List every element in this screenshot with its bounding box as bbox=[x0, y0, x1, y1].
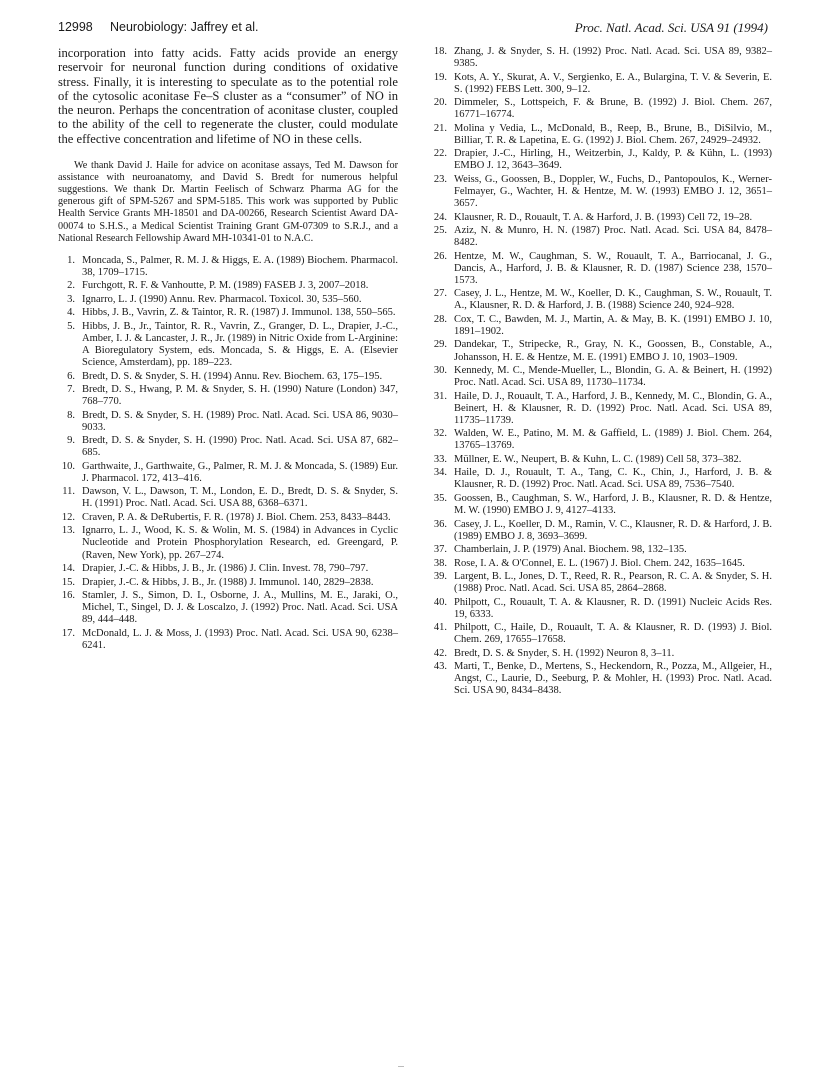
reference-item bbox=[58, 563, 398, 575]
reference-text: McDonald, L. J. & Moss, J. (1993) Proc. Natl. Acad. Sci. USA 90, 6238–6241. bbox=[82, 627, 398, 651]
reference-number: 28. bbox=[433, 313, 447, 325]
reference-number: 34. bbox=[433, 467, 447, 479]
reference-number: 30. bbox=[433, 365, 447, 377]
reference-item bbox=[430, 648, 772, 660]
reference-item bbox=[430, 622, 772, 646]
reference-number: 8. bbox=[67, 409, 75, 421]
reference-item bbox=[430, 123, 772, 147]
reference-number: 42. bbox=[433, 647, 447, 659]
reference-text: Ignarro, L. J. (1990) Annu. Rev. Pharmacol. Toxicol. 30, 535–560. bbox=[82, 293, 362, 305]
reference-item bbox=[430, 493, 772, 517]
reference-item bbox=[58, 525, 398, 561]
reference-number: 36. bbox=[433, 518, 447, 530]
reference-text: Drapier, J.-C. & Hibbs, J. B., Jr. (1986) J. Clin. Invest. 78, 790–797. bbox=[82, 563, 369, 575]
reference-item bbox=[430, 454, 772, 466]
reference-text: Stamler, J. S., Simon, D. I., Osborne, J. A., Mullins, M. E., Jaraki, O., Michel, T., Singel, D. J. & Loscalzo, J. (1992) Proc. Natl. Acad. Sci. USA 89, 444–448. bbox=[82, 590, 398, 626]
acknowledgment: We thank David J. Haile for advice on aconitase assays, Ted M. Dawson for assistance with neuroanatomy, and David S. Bredt for numerous helpful suggestions. We thank Dr. Martin Feelisch of Schwarz Pharma AG for the generous gift of SPM-5267 and SPM-5185. This work was supported by Public Health Service Grants MH-18501 and DA-00266, Research Scientist Award DA-00074 to S.H.S., a Medical Scientist Training Grant GM-07309 to S.R.J., and a National Research Fellowship Award MH-10341-01 to N.A.C. bbox=[58, 160, 398, 244]
reference-text: Bredt, D. S., Hwang, P. M. & Snyder, S. H. (1990) Nature (London) 347, 768–770. bbox=[82, 384, 398, 408]
reference-item bbox=[58, 384, 398, 408]
reference-text: Molina y Vedia, L., McDonald, B., Reep, B., Brune, B., DiSilvio, M., Billiar, T. R. & Lapetina, E. G. (1992) J. Biol. Chem. 267, 24929–24932. bbox=[454, 122, 772, 146]
reference-item bbox=[58, 280, 398, 292]
reference-item bbox=[430, 97, 772, 121]
reference-item bbox=[58, 512, 398, 524]
reference-number: 11. bbox=[62, 486, 75, 498]
reference-item bbox=[58, 410, 398, 434]
reference-text: Bredt, D. S. & Snyder, S. H. (1994) Annu. Rev. Biochem. 63, 175–195. bbox=[82, 370, 383, 382]
body-paragraph: incorporation into fatty acids. Fatty acids provide an energy reservoir for neuronal function during conditions of oxidative stress. Finally, it is interesting to speculate as to the potential role of the cytosolic aconitase Fe–S cluster as a “consumer” of NO in the neuron. Perhaps the concentration of aconitase cluster, coupled to the ability of the cell to regenerate the cluster, could modulate the effective concentration and lifetime of NO in these cells. bbox=[58, 46, 398, 146]
reference-item bbox=[430, 661, 772, 697]
page-number: 12998 bbox=[58, 20, 93, 34]
reference-text: Aziz, N. & Munro, H. N. (1987) Proc. Natl. Acad. Sci. USA 84, 8478–8482. bbox=[454, 225, 772, 249]
reference-text: Weiss, G., Goossen, B., Doppler, W., Fuchs, D., Pantopoulos, K., Werner-Felmayer, G., Wachter, H. & Hentze, M. W. (1993) EMBO J. 12, 3651–3657. bbox=[454, 173, 772, 210]
reference-number: 16. bbox=[61, 590, 75, 602]
reference-item bbox=[430, 597, 772, 621]
reference-number: 14. bbox=[61, 563, 75, 575]
reference-number: 40. bbox=[433, 596, 447, 608]
reference-list-left bbox=[58, 255, 398, 652]
reference-text: Kennedy, M. C., Mende-Mueller, L., Blondin, G. A. & Beinert, H. (1992) Proc. Natl. Acad. Sci. USA 89, 11730–11734. bbox=[454, 365, 772, 389]
reference-number: 31. bbox=[433, 390, 447, 402]
reference-text: Haile, D. J., Rouault, T. A., Tang, C. K., Chin, J., Harford, J. B. & Klausner, R. D. (1992) Proc. Natl. Acad. Sci. USA 89, 7536–7540. bbox=[454, 467, 772, 491]
journal-citation: Proc. Natl. Acad. Sci. USA 91 (1994) bbox=[574, 20, 768, 35]
reference-text: Haile, D. J., Rouault, T. A., Harford, J. B., Kennedy, M. C., Blondin, G. A., Beinert, H. & Klausner, R. D. (1992) Proc. Natl. Acad. Sci. USA 89, 11735–11739. bbox=[454, 390, 772, 426]
reference-number: 37. bbox=[433, 544, 447, 556]
reference-number: 25. bbox=[433, 225, 447, 237]
reference-number: 10. bbox=[61, 460, 75, 472]
reference-text: Hibbs, J. B., Jr., Taintor, R. R., Vavrin, Z., Granger, D. L., Drapier, J.-C., Amber, I. J. & Lancaster, J. R., Jr. (1989) in Nitric Oxide from L-Arginine: A Bioregulatory System, eds. Moncada, S. & Higgs, E. A. (Elsevier Science, Amsterdam), pp. 189–223. bbox=[82, 320, 398, 369]
reference-number: 12. bbox=[61, 511, 75, 523]
reference-number: 7. bbox=[67, 384, 75, 396]
reference-text: Hentze, M. W., Caughman, S. W., Rouault, T. A., Barriocanal, J. G., Dancis, A., Harford, J. B. & Klausner, R. D. (1987) Science 238, 1570–1573. bbox=[454, 250, 772, 286]
reference-text: Drapier, J.-C. & Hibbs, J. B., Jr. (1988) J. Immunol. 140, 2829–2838. bbox=[82, 576, 374, 588]
reference-item bbox=[58, 435, 398, 459]
reference-item bbox=[430, 519, 772, 543]
reference-text: Goossen, B., Caughman, S. W., Harford, J. B., Klausner, R. D. & Hentze, M. W. (1990) EMBO J. 9, 4127–4133. bbox=[454, 492, 772, 517]
reference-item bbox=[430, 339, 772, 363]
reference-number: 27. bbox=[433, 288, 447, 300]
reference-text: Chamberlain, J. P. (1979) Anal. Biochem. 98, 132–135. bbox=[454, 544, 687, 556]
reference-number: 5. bbox=[67, 320, 75, 332]
reference-number: 39. bbox=[433, 571, 447, 583]
reference-number: 26. bbox=[433, 250, 447, 262]
reference-item bbox=[430, 467, 772, 491]
reference-text: Bredt, D. S. & Snyder, S. H. (1989) Proc. Natl. Acad. Sci. USA 86, 9030–9033. bbox=[82, 409, 398, 433]
reference-number: 22. bbox=[433, 148, 447, 160]
reference-text: Ignarro, L. J., Wood, K. S. & Wolin, M. S. (1984) in Advances in Cyclic Nucleotide and Protein Phosphorylation Research, ed. Greengard, P. (Raven, New York), pp. 267–274. bbox=[82, 525, 398, 561]
reference-text: Garthwaite, J., Garthwaite, G., Palmer, R. M. J. & Moncada, S. (1989) Eur. J. Pharmacol. 172, 413–416. bbox=[82, 460, 398, 484]
reference-number: 3. bbox=[67, 293, 75, 305]
reference-text: Bredt, D. S. & Snyder, S. H. (1990) Proc. Natl. Acad. Sci. USA 87, 682–685. bbox=[82, 435, 398, 459]
section-running-head: Neurobiology: Jaffrey et al. bbox=[110, 20, 259, 34]
reference-text: Kots, A. Y., Skurat, A. V., Sergienko, E. A., Bulargina, T. V. & Severin, E. S. (1992) FEBS Lett. 300, 9–12. bbox=[454, 71, 772, 95]
reference-item bbox=[58, 307, 398, 319]
reference-item bbox=[430, 314, 772, 338]
reference-item bbox=[430, 391, 772, 427]
reference-item bbox=[58, 486, 398, 510]
reference-item bbox=[58, 461, 398, 485]
reference-number: 4. bbox=[67, 307, 75, 319]
reference-text: Hibbs, J. B., Vavrin, Z. & Taintor, R. R. (1987) J. Immunol. 138, 550–565. bbox=[82, 307, 396, 319]
reference-item bbox=[58, 321, 398, 369]
reference-text: Cox, T. C., Bawden, M. J., Martin, A. & May, B. K. (1991) EMBO J. 10, 1891–1902. bbox=[454, 313, 772, 337]
reference-number: 32. bbox=[433, 428, 447, 440]
reference-number: 41. bbox=[433, 622, 447, 634]
reference-number: 9. bbox=[67, 435, 75, 447]
reference-number: 38. bbox=[433, 557, 447, 569]
reference-text: Rose, I. A. & O'Connel, E. L. (1967) J. Biol. Chem. 242, 1635–1645. bbox=[454, 557, 745, 569]
reference-item bbox=[58, 577, 398, 589]
left-column bbox=[58, 46, 398, 653]
reference-text: Bredt, D. S. & Snyder, S. H. (1992) Neuron 8, 3–11. bbox=[454, 647, 675, 659]
reference-number: 6. bbox=[67, 370, 75, 382]
reference-item bbox=[430, 148, 772, 172]
reference-item bbox=[430, 288, 772, 312]
reference-item bbox=[430, 251, 772, 287]
reference-text: Philpott, C., Haile, D., Rouault, T. A. & Klausner, R. D. (1993) J. Biol. Chem. 269, 17655–17658. bbox=[454, 622, 772, 646]
page-header bbox=[58, 20, 768, 38]
reference-item bbox=[430, 212, 772, 224]
reference-number: 18. bbox=[433, 46, 447, 57]
reference-item bbox=[430, 428, 772, 452]
reference-text: Müllner, E. W., Neupert, B. & Kuhn, L. C. (1989) Cell 58, 373–382. bbox=[454, 453, 742, 465]
reference-item bbox=[430, 46, 772, 70]
reference-text: Dimmeler, S., Lottspeich, F. & Brune, B. (1992) J. Biol. Chem. 267, 16771–16774. bbox=[454, 97, 772, 121]
reference-text: Casey, J. L., Hentze, M. W., Koeller, D. K., Caughman, S. W., Rouault, T. A., Klausner, R. D. & Harford, J. B. (1988) Science 240, 924–928. bbox=[454, 288, 772, 312]
reference-item bbox=[430, 225, 772, 249]
reference-item bbox=[430, 174, 772, 210]
reference-number: 20. bbox=[433, 97, 447, 109]
reference-number: 21. bbox=[433, 122, 447, 134]
reference-text: Drapier, J.-C., Hirling, H., Weitzerbin, J., Kaldy, P. & Kühn, L. (1993) EMBO J. 12, 3643–3649. bbox=[454, 148, 772, 172]
reference-number: 17. bbox=[61, 627, 75, 639]
reference-number: 33. bbox=[433, 453, 447, 465]
reference-number: 2. bbox=[67, 280, 75, 292]
reference-text: Furchgott, R. F. & Vanhoutte, P. M. (1989) FASEB J. 3, 2007–2018. bbox=[82, 280, 369, 292]
reference-text: Craven, P. A. & DeRubertis, F. R. (1978) J. Biol. Chem. 253, 8433–8443. bbox=[82, 511, 391, 523]
reference-text: Dandekar, T., Stripecke, R., Gray, N. K., Goossen, B., Constable, A., Johansson, H. E. & Hentze, M. E. (1991) EMBO J. 10, 1903–1909. bbox=[454, 339, 772, 363]
reference-item bbox=[430, 72, 772, 96]
right-column bbox=[430, 46, 772, 699]
reference-number: 29. bbox=[433, 339, 447, 351]
reference-text: Moncada, S., Palmer, R. M. J. & Higgs, E. A. (1989) Biochem. Pharmacol. 38, 1709–1715. bbox=[82, 254, 398, 278]
reference-item bbox=[58, 255, 398, 279]
reference-item bbox=[430, 544, 772, 556]
reference-text: Klausner, R. D., Rouault, T. A. & Harford, J. B. (1993) Cell 72, 19–28. bbox=[454, 211, 753, 223]
reference-text: Marti, T., Benke, D., Mertens, S., Heckendorn, R., Pozza, M., Allgeier, H., Angst, C., Laurie, D., Seeburg, P. & Mohler, H. (1993) Proc. Natl. Acad. Sci. USA 90, 8434–8438. bbox=[454, 661, 772, 697]
reference-item bbox=[58, 590, 398, 626]
reference-text: Zhang, J. & Snyder, S. H. (1992) Proc. Natl. Acad. Sci. USA 89, 9382–9385. bbox=[454, 46, 772, 70]
reference-list-right bbox=[430, 46, 772, 698]
reference-item bbox=[430, 558, 772, 570]
page-footer-mark bbox=[398, 1066, 404, 1071]
reference-text: Dawson, V. L., Dawson, T. M., London, E. D., Bredt, D. S. & Snyder, S. H. (1991) Proc. Natl. Acad. Sci. USA 88, 6368–6371. bbox=[82, 486, 398, 510]
reference-number: 23. bbox=[433, 173, 447, 185]
reference-text: Largent, B. L., Jones, D. T., Reed, R. R., Pearson, R. C. A. & Snyder, S. H. (1988) Proc. Natl. Acad. Sci. USA 85, 2864–2868. bbox=[454, 571, 772, 595]
reference-text: Casey, J. L., Koeller, D. M., Ramin, V. C., Klausner, R. D. & Harford, J. B. (1989) EMBO J. 8, 3693–3699. bbox=[454, 518, 772, 542]
reference-number: 24. bbox=[433, 211, 447, 223]
reference-item bbox=[58, 371, 398, 383]
reference-number: 1. bbox=[67, 254, 75, 266]
reference-number: 13. bbox=[61, 525, 75, 537]
reference-item bbox=[430, 365, 772, 389]
reference-item bbox=[58, 294, 398, 306]
reference-item bbox=[430, 571, 772, 595]
reference-text: Philpott, C., Rouault, T. A. & Klausner, R. D. (1991) Nucleic Acids Res. 19, 6333. bbox=[454, 596, 772, 620]
reference-text: Walden, W. E., Patino, M. M. & Gaffield, L. (1989) J. Biol. Chem. 264, 13765–13769. bbox=[454, 428, 772, 452]
reference-number: 15. bbox=[61, 576, 75, 588]
reference-number: 43. bbox=[433, 661, 447, 673]
reference-item bbox=[58, 628, 398, 652]
reference-number: 19. bbox=[433, 71, 447, 83]
reference-number: 35. bbox=[433, 492, 447, 504]
